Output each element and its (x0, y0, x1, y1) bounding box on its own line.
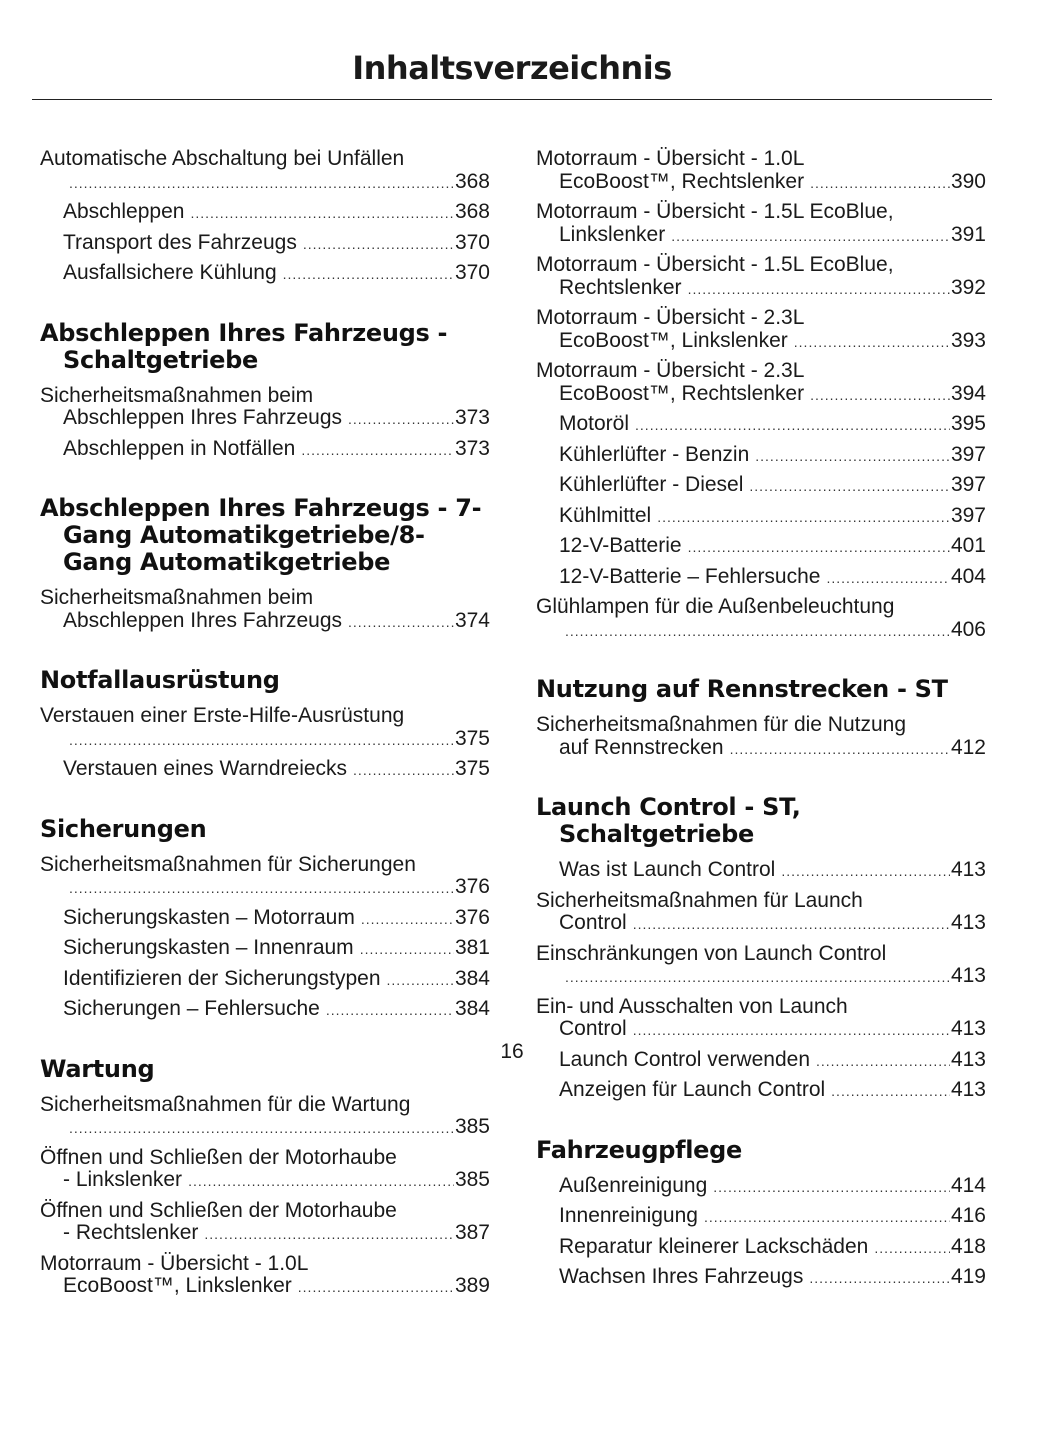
entry-line (63, 262, 490, 286)
entry-title-continued: Transport des Fahrzeugs (63, 230, 297, 254)
section-heading[interactable]: Launch Control - ST, Schaltgetriebe (536, 793, 801, 848)
entry-page-number[interactable]: 385 (454, 1115, 490, 1138)
entry-line (63, 907, 490, 931)
entry-page-number[interactable]: 397 (950, 442, 986, 466)
entry-page-number[interactable]: 413 (950, 964, 986, 987)
toc-entry[interactable] (536, 441, 986, 472)
entry-page-number[interactable]: 374 (454, 608, 490, 632)
entry-title-continued: 12-V-Batterie – Fehlersuche (559, 564, 821, 588)
entry-title-continued: Innenreinigung (559, 1204, 698, 1227)
entry-page-number[interactable]: 406 (950, 617, 986, 641)
entry-page-number[interactable]: 373 (454, 436, 490, 460)
dot-leader (671, 225, 950, 248)
toc-entry[interactable] (536, 711, 986, 764)
toc-column-right (536, 145, 986, 1324)
entry-line (559, 505, 986, 529)
toc-entry[interactable] (536, 856, 986, 887)
section-heading[interactable]: Sicherungen (40, 814, 207, 843)
entry-title-continued: Sicherungskasten – Innenraum (63, 936, 354, 959)
entry-title-continued: Verstauen eines Warndreiecks (63, 757, 348, 780)
entry-page-number[interactable]: 393 (950, 328, 986, 352)
entry-title: Verstauen einer Erste-Hilfe-Ausrüstung (40, 704, 405, 727)
entry-title-continued: Anzeigen für Launch Control (559, 1078, 826, 1101)
entry-line (63, 407, 490, 431)
dot-leader (565, 966, 950, 989)
entry-page-number[interactable]: 418 (950, 1234, 986, 1258)
dot-leader (688, 278, 950, 301)
dot-leader (831, 1080, 950, 1103)
entry-page-number[interactable]: 384 (454, 997, 490, 1020)
toc-entry[interactable] (536, 357, 986, 410)
entry-title-continued: Sicherungen – Fehlersuche (63, 997, 320, 1020)
toc-entry[interactable] (536, 993, 986, 1046)
toc-entry[interactable] (40, 435, 490, 466)
dot-leader (826, 567, 949, 590)
entry-page-number[interactable]: 391 (950, 222, 986, 246)
entry-page-number[interactable]: 401 (950, 534, 986, 557)
page-number: 16 (500, 1040, 524, 1063)
entry-line (559, 277, 986, 301)
entry-title: Motorraum - Übersicht - 1.0L (536, 147, 805, 170)
entry-title: Sicherheitsmaßnahmen beim (40, 383, 314, 407)
toc-entry[interactable] (40, 934, 490, 965)
toc-entry[interactable] (536, 198, 986, 251)
entry-title: Ein- und Ausschalten von Launch (536, 994, 848, 1018)
dot-leader (283, 263, 454, 286)
dot-leader (190, 202, 454, 225)
toc-entry[interactable] (536, 887, 986, 940)
entry-page-number[interactable]: 413 (950, 858, 986, 881)
dot-leader (69, 1117, 454, 1140)
entry-page-number[interactable]: 413 (950, 1078, 986, 1101)
entry-title: Öffnen und Schließen der Motorhaube (40, 1198, 397, 1222)
toc-entry[interactable] (536, 1263, 986, 1294)
entry-title-continued: Kühlmittel (559, 503, 652, 527)
entry-line (559, 1018, 986, 1042)
entry-title-continued: EcoBoost™, Linkslenker (559, 328, 788, 352)
entry-title: Motorraum - Übersicht - 1.0L (40, 1251, 309, 1275)
dot-leader (874, 1237, 950, 1260)
dot-leader (633, 1019, 950, 1042)
entry-page-number[interactable]: 394 (950, 381, 986, 405)
dot-leader (387, 969, 454, 992)
entry-title-continued: 12-V-Batterie (559, 534, 682, 557)
entry-line (559, 474, 986, 498)
dot-leader (633, 913, 950, 936)
section-heading[interactable]: Abschleppen Ihres Fahrzeugs - Schaltgetriebe (40, 318, 448, 374)
entry-title: Einschränkungen von Launch Control (536, 941, 887, 965)
entry-title: Sicherheitsmaßnahmen beim (40, 586, 314, 609)
entry-title-continued: Ausfallsichere Kühlung (63, 261, 277, 284)
entry-line (559, 330, 986, 354)
entry-title-continued: Abschleppen Ihres Fahrzeugs (63, 406, 342, 429)
dot-leader (298, 1276, 454, 1299)
entry-line (63, 438, 490, 462)
dot-leader (69, 729, 454, 752)
entry-title: Sicherheitsmaßnahmen für Sicherungen (40, 852, 416, 876)
toc-column-left (40, 145, 490, 1333)
entry-line (63, 171, 490, 195)
dot-leader (809, 1267, 950, 1290)
entry-page-number[interactable]: 385 (454, 1168, 490, 1191)
entry-title: Sicherheitsmaßnahmen für die Nutzung (536, 713, 907, 736)
entry-page-number[interactable]: 395 (950, 412, 986, 435)
dot-leader (749, 475, 950, 498)
entry-page-number[interactable]: 368 (454, 169, 490, 193)
entry-page-number[interactable]: 387 (454, 1221, 490, 1244)
dot-leader (360, 938, 454, 961)
entry-title-continued: auf Rennstrecken (559, 735, 724, 759)
toc-entry[interactable] (40, 584, 490, 637)
entry-line (559, 1205, 986, 1229)
toc-section (40, 816, 490, 1026)
section-heading[interactable]: Wartung (40, 1054, 155, 1083)
entry-line (63, 758, 490, 782)
dot-leader (303, 233, 454, 256)
toc-entry[interactable] (40, 1091, 490, 1144)
entry-title-continued: EcoBoost™, Rechtslenker (559, 381, 805, 405)
toc-entry[interactable] (536, 471, 986, 502)
toc-entry[interactable] (40, 851, 490, 904)
entry-title: Glühlampen für die Außenbeleuchtung (536, 595, 895, 618)
entry-title-continued: Außenreinigung (559, 1173, 708, 1197)
entry-page-number[interactable]: 416 (950, 1204, 986, 1227)
entry-title-continued: Control (559, 911, 627, 934)
toc-entry[interactable] (40, 1250, 490, 1303)
toc-section (536, 1137, 986, 1294)
toc-entry[interactable] (40, 702, 490, 755)
dot-leader (810, 172, 950, 195)
entry-page-number[interactable]: 370 (454, 261, 490, 284)
dot-leader (204, 1223, 454, 1246)
entry-title-continued: Abschleppen Ihres Fahrzeugs (63, 608, 342, 632)
entry-title-continued: EcoBoost™, Linkslenker (63, 1274, 292, 1297)
entry-title-continued: Kühlerlüfter - Benzin (559, 442, 750, 466)
toc-section (40, 495, 490, 637)
dot-leader (781, 860, 950, 883)
toc-entry[interactable] (40, 145, 490, 198)
toc-entry[interactable] (536, 1076, 986, 1107)
dot-leader (69, 172, 454, 195)
dot-leader (755, 445, 950, 468)
entry-title-continued: - Linkslenker (63, 1168, 183, 1191)
entry-page-number[interactable]: 384 (454, 966, 490, 990)
entry-line (63, 998, 490, 1022)
toc-entry[interactable] (536, 251, 986, 304)
entry-line (63, 968, 490, 992)
page-title: Inhaltsverzeichnis (352, 49, 672, 87)
entry-page-number[interactable]: 419 (950, 1265, 986, 1288)
dot-leader (353, 759, 454, 782)
entry-line (559, 224, 986, 248)
entry-line (63, 1169, 490, 1193)
entry-title: Motorraum - Übersicht - 2.3L (536, 306, 805, 329)
entry-line (63, 876, 490, 900)
entry-title: Motorraum - Übersicht - 1.5L EcoBlue, (536, 253, 894, 276)
toc-entry[interactable] (40, 198, 490, 229)
entry-line (63, 937, 490, 961)
entry-title: Automatische Abschaltung bei Unfällen (40, 147, 405, 170)
entry-line (559, 1079, 986, 1103)
dot-leader (794, 331, 950, 354)
entry-page-number[interactable]: 413 (950, 911, 986, 934)
toc-entry[interactable] (536, 563, 986, 594)
entry-page-number[interactable]: 397 (950, 503, 986, 527)
entry-page-number[interactable]: 412 (950, 735, 986, 759)
entry-page-number[interactable]: 368 (454, 200, 490, 223)
dot-leader (713, 1176, 950, 1199)
entry-title: Öffnen und Schließen der Motorhaube (40, 1145, 397, 1169)
entry-page-number[interactable]: 390 (950, 169, 986, 193)
dot-leader (810, 384, 950, 407)
entry-title-continued: Reparatur kleinerer Lackschäden (559, 1234, 869, 1258)
entry-title-continued: Launch Control verwenden (559, 1047, 810, 1071)
section-heading[interactable]: Notfallausrüstung (40, 666, 280, 694)
dot-leader (348, 408, 454, 431)
dot-leader (361, 908, 454, 931)
entry-line (63, 728, 490, 752)
toc-entry[interactable] (536, 1233, 986, 1264)
entry-page-number[interactable]: 375 (454, 726, 490, 750)
entry-title-continued: Wachsen Ihres Fahrzeugs (559, 1265, 804, 1288)
entry-title: Motorraum - Übersicht - 2.3L (536, 359, 805, 382)
entry-page-number[interactable]: 392 (950, 275, 986, 299)
toc-entry[interactable] (536, 1172, 986, 1203)
toc-entry[interactable] (40, 1144, 490, 1197)
section-heading[interactable]: Abschleppen Ihres Fahrzeugs - 7-Gang Automatikgetriebe/8-Gang Automatikgetriebe (40, 494, 482, 576)
entry-page-number[interactable]: 373 (454, 406, 490, 429)
entry-title-continued: Abschleppen (63, 200, 185, 223)
title-divider (32, 99, 992, 100)
toc-entry[interactable] (536, 593, 986, 646)
toc-section (536, 676, 986, 764)
entry-line (559, 1236, 986, 1260)
toc-entry[interactable] (40, 904, 490, 935)
toc-entry[interactable] (536, 304, 986, 357)
entry-page-number[interactable]: 376 (454, 875, 490, 898)
toc-section (40, 320, 490, 466)
entry-title-continued: Identifizieren der Sicherungstypen (63, 966, 381, 990)
entry-title-continued: EcoBoost™, Rechtslenker (559, 169, 805, 193)
dot-leader (565, 620, 950, 643)
entry-title-continued: - Rechtslenker (63, 1221, 199, 1244)
dot-leader (348, 611, 454, 634)
entry-page-number[interactable]: 389 (454, 1274, 490, 1297)
entry-page-number[interactable]: 375 (454, 757, 490, 780)
toc-entry[interactable] (536, 145, 986, 198)
entry-line (559, 383, 986, 407)
toc-entry[interactable] (536, 532, 986, 563)
toc-entry[interactable] (40, 1197, 490, 1250)
entry-line (63, 1116, 490, 1140)
entry-line (63, 232, 490, 256)
entry-line (559, 737, 986, 761)
toc-entry[interactable] (40, 755, 490, 786)
dot-leader (188, 1170, 454, 1193)
dot-leader (69, 877, 454, 900)
entry-page-number[interactable]: 414 (950, 1173, 986, 1197)
toc-entry[interactable] (40, 229, 490, 260)
entry-title: Sicherheitsmaßnahmen für die Wartung (40, 1092, 411, 1116)
entry-page-number[interactable]: 397 (950, 473, 986, 496)
entry-page-number[interactable]: 413 (950, 1017, 986, 1040)
entry-line (559, 566, 986, 590)
entry-page-number[interactable]: 381 (454, 936, 490, 959)
entry-title: Motorraum - Übersicht - 1.5L EcoBlue, (536, 200, 894, 223)
entry-line (559, 619, 986, 643)
dot-leader (657, 506, 950, 529)
entry-line (559, 859, 986, 883)
entry-line (63, 1275, 490, 1299)
entry-line (63, 610, 490, 634)
dot-leader (730, 738, 950, 761)
entry-line (63, 1222, 490, 1246)
entry-title-continued: Control (559, 1017, 627, 1040)
entry-line (559, 535, 986, 559)
entry-line (559, 1175, 986, 1199)
toc-section (40, 667, 490, 786)
entry-line (559, 171, 986, 195)
entry-line (559, 413, 986, 437)
toc-section (40, 1056, 490, 1303)
toc-entry[interactable] (40, 995, 490, 1026)
entry-page-number[interactable]: 376 (454, 905, 490, 929)
dot-leader (635, 414, 950, 437)
toc-section (40, 145, 490, 290)
entry-title-continued: Linkslenker (559, 222, 666, 246)
entry-page-number[interactable]: 370 (454, 230, 490, 254)
entry-title-continued: Rechtslenker (559, 275, 682, 299)
entry-title-continued: Motoröl (559, 412, 630, 435)
toc-entry[interactable] (536, 1202, 986, 1233)
entry-title-continued: Kühlerlüfter - Diesel (559, 473, 744, 496)
dot-leader (301, 439, 454, 462)
entry-title-continued: Sicherungskasten – Motorraum (63, 905, 355, 929)
toc-entry[interactable] (40, 965, 490, 996)
entry-line (63, 201, 490, 225)
toc-entry[interactable] (40, 259, 490, 290)
entry-title-continued: Was ist Launch Control (559, 858, 776, 881)
toc-section (536, 145, 986, 646)
entry-line (559, 444, 986, 468)
toc-entry[interactable] (536, 940, 986, 993)
dot-leader (688, 536, 950, 559)
toc-entry[interactable] (536, 502, 986, 533)
entry-line (559, 1266, 986, 1290)
entry-title: Sicherheitsmaßnahmen für Launch (536, 888, 863, 912)
entry-page-number[interactable]: 413 (950, 1047, 986, 1071)
entry-line (559, 912, 986, 936)
toc-entry[interactable] (40, 382, 490, 435)
section-heading[interactable]: Nutzung auf Rennstrecken - ST (536, 675, 948, 703)
dot-leader (704, 1206, 950, 1229)
section-heading[interactable]: Fahrzeugpflege (536, 1135, 742, 1164)
dot-leader (326, 999, 454, 1022)
entry-title-continued: Abschleppen in Notfällen (63, 436, 296, 460)
entry-line (559, 965, 986, 989)
toc-entry[interactable] (536, 410, 986, 441)
entry-page-number[interactable]: 404 (950, 564, 986, 588)
